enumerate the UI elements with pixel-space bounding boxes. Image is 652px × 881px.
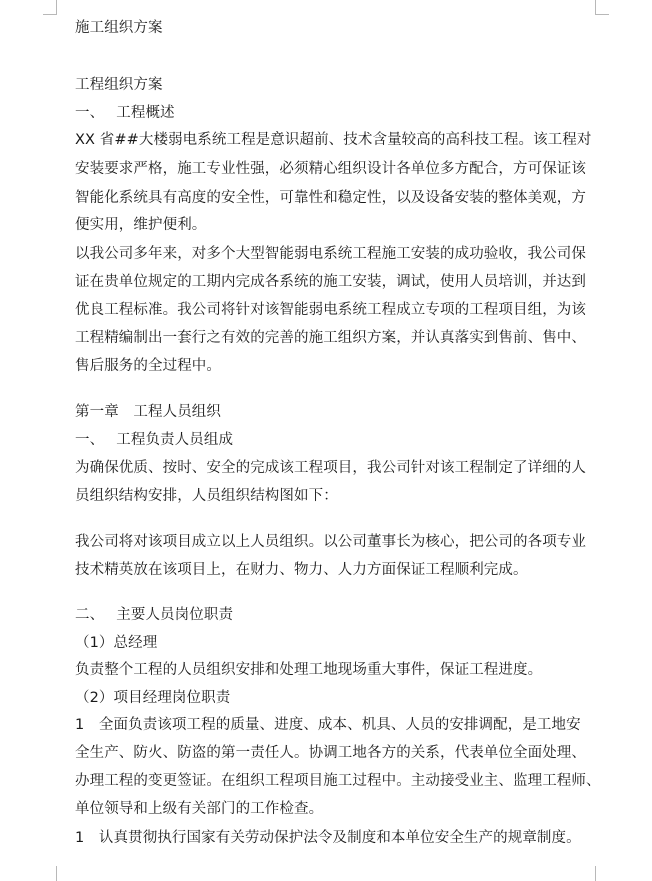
crop-mark-top-right-horizontal bbox=[595, 14, 609, 15]
subheading-project-manager: （2）项目经理岗位职责 bbox=[75, 690, 231, 706]
body-line: 1 全面负责该项工程的质量、进度、成本、机具、人员的安排调配，是工地安 bbox=[75, 717, 581, 733]
section-heading-overview: 一、 工程概述 bbox=[75, 105, 175, 121]
crop-mark-top-left-vertical bbox=[56, 0, 57, 14]
body-line: 负责整个工程的人员组织安排和处理工地现场重大事件，保证工程进度。 bbox=[75, 662, 543, 678]
body-line: 以我公司多年来，对多个大型智能弱电系统工程施工安装的成功验收，我公司保 bbox=[75, 246, 586, 262]
crop-mark-top-left-horizontal bbox=[43, 14, 57, 15]
body-line: 为确保优质、按时、安全的完成该工程项目，我公司针对该工程制定了详细的人 bbox=[75, 460, 586, 476]
body-line: 证在贵单位规定的工期内完成各系统的施工安装，调试，使用人员培训，并达到 bbox=[75, 274, 586, 290]
body-line: 安装要求严格，施工专业性强，必须精心组织设计各单位多方配合，方可保证该 bbox=[75, 161, 586, 177]
crop-mark-bottom-right-vertical bbox=[595, 866, 596, 881]
body-line: 智能化系统具有高度的安全性，可靠性和稳定性，以及设备安装的整体美观，方 bbox=[75, 190, 586, 206]
header-title: 施工组织方案 bbox=[75, 20, 163, 36]
subheading-general-manager: （1）总经理 bbox=[75, 635, 158, 651]
body-line: 工程精编制出一套行之有效的完善的施工组织方案，并认真落实到售前、售中、 bbox=[75, 330, 586, 346]
section-heading-duties: 二、 主要人员岗位职责 bbox=[75, 607, 234, 623]
body-line: 售后服务的全过程中。 bbox=[75, 358, 221, 374]
body-line: 1 认真贯彻执行国家有关劳动保护法令及制度和本单位安全生产的规章制度。 bbox=[75, 830, 581, 846]
crop-mark-top-right-vertical bbox=[595, 0, 596, 14]
body-line: 优良工程标准。我公司将针对该智能弱电系统工程成立专项的工程项目组，为该 bbox=[75, 302, 586, 318]
body-line: 员组织结构安排，人员组织结构图如下： bbox=[75, 488, 338, 504]
body-line: 全生产、防火、防盗的第一责任人。协调工地各方的关系，代表单位全面处理、 bbox=[75, 745, 586, 761]
chapter-heading: 第一章 工程人员组织 bbox=[75, 404, 221, 420]
body-line: XX 省##大楼弱电系统工程是意识超前、技术含量较高的高科技工程。该工程对 bbox=[75, 132, 592, 148]
body-line: 我公司将对该项目成立以上人员组织。以公司董事长为核心，把公司的各项专业 bbox=[75, 534, 586, 550]
crop-mark-bottom-left-vertical bbox=[56, 866, 57, 881]
body-line: 技术精英放在该项目上，在财力、物力、人力方面保证工程顺利完成。 bbox=[75, 562, 528, 578]
body-line: 便实用，维护便利。 bbox=[75, 217, 207, 233]
doc-title: 工程组织方案 bbox=[75, 77, 163, 93]
section-heading-staff: 一、 工程负责人员组成 bbox=[75, 432, 234, 448]
body-line: 办理工程的变更签证。在组织工程项目施工过程中。主动接受业主、监理工程师、 bbox=[75, 773, 601, 789]
body-line: 单位领导和上级有关部门的工作检查。 bbox=[75, 801, 324, 817]
